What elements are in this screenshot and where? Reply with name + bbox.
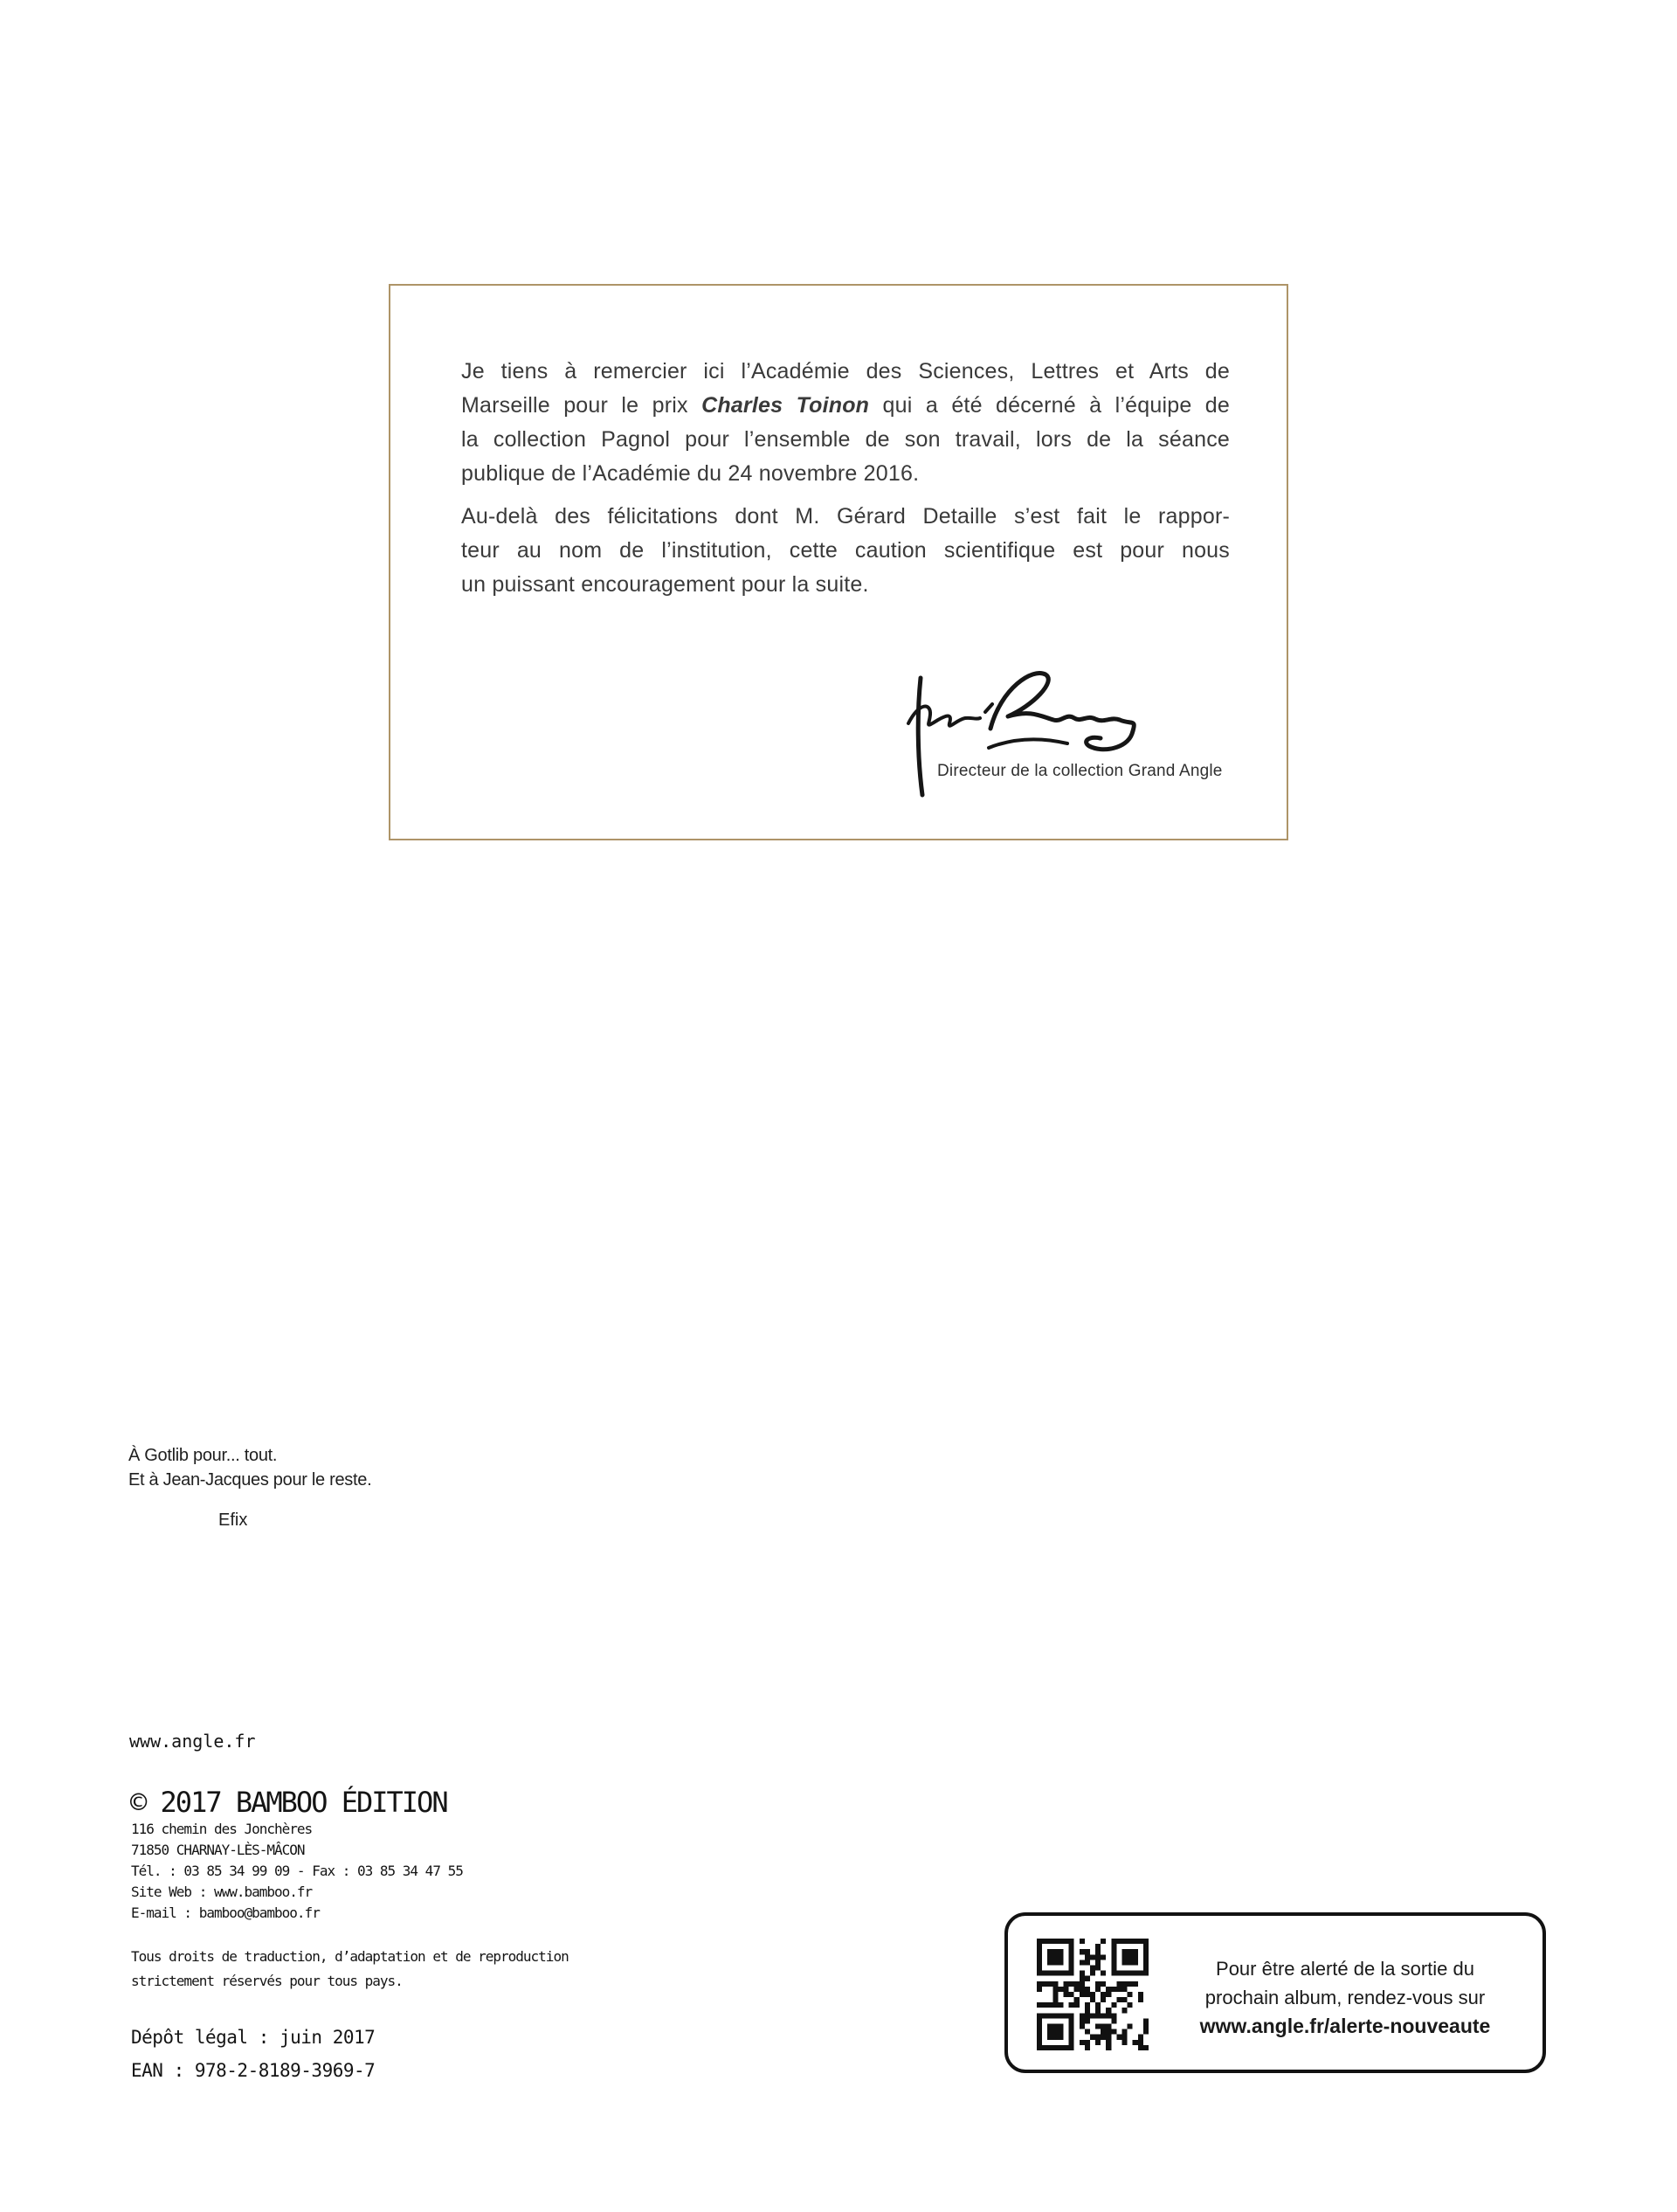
acknowledgment-box [389, 284, 1288, 840]
publisher-address [131, 1819, 463, 1924]
ean-number: EAN : 978-2-8189-3969-7 [131, 2060, 376, 2081]
acknowledgment-line: teur au nom de l’institution, cette caution scientifique est pour nous [461, 538, 1230, 563]
acknowledgment-line [461, 389, 1230, 423]
dedication-author: Efix [218, 1510, 248, 1530]
new-release-alert-box [1004, 1912, 1546, 2073]
publisher-website: www.angle.fr [129, 1731, 256, 1752]
prize-name: Charles Toinon [701, 393, 870, 418]
alert-line: prochain album, rendez-vous sur [1204, 1987, 1486, 2008]
dedication [128, 1443, 371, 1492]
acknowledgment-line: un puissant encouragement pour la suite. [461, 572, 869, 597]
acknowledgment-line: Je tiens à remercier ici l’Académie des Sciences, Lettres et Arts de [461, 359, 1230, 384]
acknowledgment-line: publique de l’Académie du 24 novembre 2016. [461, 461, 920, 486]
signature [901, 664, 1181, 804]
alert-text [1179, 1954, 1511, 2041]
address-line: E-mail : bamboo@bamboo.fr [131, 1904, 320, 1921]
dedication-line: Et à Jean-Jacques pour le reste. [128, 1470, 372, 1490]
legal-deposit: Dépôt légal : juin 2017 [131, 2027, 376, 2048]
rights-line: Tous droits de traduction, d’adaptation et de reproduction [131, 1948, 569, 1965]
address-line: Tél. : 03 85 34 99 09 - Fax : 03 85 34 47 55 [131, 1863, 463, 1879]
copyright-line: © 2017 BAMBOO ÉDITION [130, 1786, 447, 1819]
signature-role: Directeur de la collection Grand Angle [937, 762, 1223, 780]
dedication-line: À Gotlib pour... tout. [128, 1446, 278, 1465]
alert-url: www.angle.fr/alerte-nouveaute [1199, 2015, 1491, 2037]
address-line: 71850 CHARNAY-LÈS-MÂCON [131, 1842, 305, 1858]
rights-notice [131, 1945, 569, 1994]
address-line: Site Web : www.bamboo.fr [131, 1884, 313, 1900]
address-line: 116 chemin des Jonchères [131, 1821, 313, 1837]
rights-line: strictement réservés pour tous pays. [131, 1973, 403, 1989]
qr-code [1037, 1939, 1149, 2050]
alert-line: Pour être alerté de la sortie du [1216, 1958, 1474, 1980]
acknowledgment-line-part: qui a été décerné à l’équipe de [869, 393, 1231, 418]
acknowledgment-line: la collection Pagnol pour l’ensemble de son travail, lors de la séance [461, 427, 1230, 452]
acknowledgment-line: Au-delà des félicitations dont M. Gérard Detaille s’est fait le rappor- [461, 504, 1230, 529]
acknowledgment-line-part: Marseille pour le prix [461, 393, 702, 418]
acknowledgment-text [461, 355, 1230, 602]
